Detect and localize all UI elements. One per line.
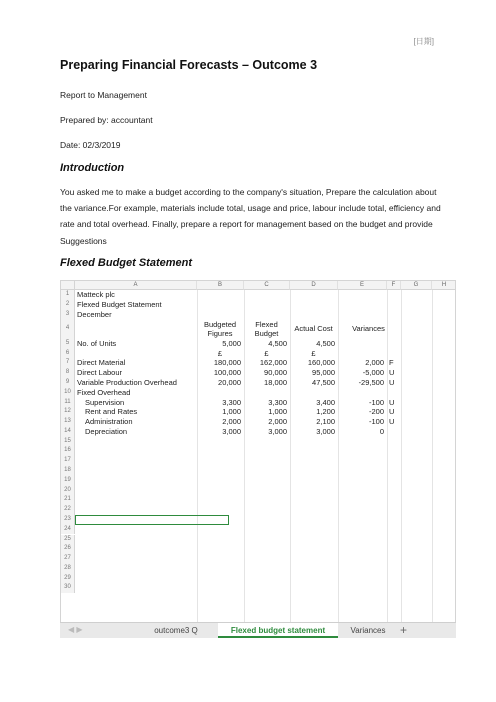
sheet-tab-bar [60,622,456,638]
row-number[interactable]: 3 [61,310,75,320]
tab-outcome3-q[interactable]: outcome3 Q [154,626,198,635]
row-number[interactable]: 1 [61,290,75,300]
units-label-cell[interactable]: No. of Units [77,338,117,348]
row-number[interactable]: 15 [61,437,75,447]
line-item-label[interactable]: Variable Production Overhead [77,378,177,388]
flexed-value-cell[interactable]: 18,000 [264,378,287,388]
line-item-label[interactable]: Direct Labour [77,368,123,378]
line-item-label[interactable]: Administration [85,417,133,427]
column-gridline [338,290,339,638]
flexed-value-cell[interactable]: 3,300 [268,397,287,407]
actual-value-cell[interactable]: 2,100 [316,417,335,427]
variance-value-cell[interactable]: -5,000 [362,368,384,378]
row-number[interactable]: 27 [61,554,75,564]
variance-value-cell[interactable]: 2,000 [365,358,384,368]
column-header-e[interactable]: E [338,281,387,290]
flexed-value-cell[interactable]: 1,000 [268,407,287,417]
budgeted-value-cell[interactable]: 3,000 [222,426,241,436]
variance-value-cell[interactable]: -29,500 [358,378,384,388]
row-number[interactable]: 19 [61,476,75,486]
variance-flag-cell[interactable]: F [389,358,394,368]
line-item-label[interactable]: Depreciation [85,426,128,436]
variance-flag-cell[interactable]: U [389,397,395,407]
variance-flag-cell[interactable]: U [389,407,395,417]
variance-value-cell[interactable]: -100 [368,417,384,427]
line-item-label[interactable]: Rent and Rates [85,407,138,417]
row-number[interactable]: 14 [61,427,75,437]
column-gridline [290,290,291,638]
row-number[interactable]: 22 [61,505,75,515]
prepared-by: Prepared by: accountant [60,115,153,125]
select-all-corner[interactable] [61,281,75,290]
variance-flag-cell[interactable]: U [389,368,395,378]
add-sheet-button[interactable]: + [400,623,408,637]
row-number[interactable]: 2 [61,300,75,310]
variance-value-cell[interactable]: -100 [368,397,384,407]
line-item-label[interactable]: Direct Material [77,358,126,368]
row-number[interactable]: 25 [61,535,75,545]
row-number[interactable]: 21 [61,495,75,505]
introduction-heading: Introduction [60,162,125,174]
row-number[interactable]: 23 [61,515,75,525]
column-header-h[interactable]: H [432,281,456,290]
actual-value-cell[interactable]: 3,000 [316,426,335,436]
report-to: Report to Management [60,90,147,100]
budgeted-value-cell[interactable]: 20,000 [218,378,241,388]
row-number[interactable]: 18 [61,466,75,476]
selected-cell-highlight[interactable] [75,515,229,525]
budgeted-value-cell[interactable]: 180,000 [213,358,241,368]
column-gridline [387,290,388,638]
actual-cost-header[interactable]: Actual Cost [294,324,333,334]
column-gridline [432,290,433,638]
column-header-d[interactable]: D [290,281,338,290]
company-name-cell[interactable]: Matteck plc [77,290,115,299]
column-header-f[interactable]: F [387,281,401,290]
variance-value-cell[interactable]: 0 [379,426,384,436]
introduction-paragraph: You asked me to make a budget according to the company's situation, Prepare the calculation about the variance.For example, materials include total, usage and price, labour include total, efficiency and rate and total overhead. Finally, prepare a report for management based on the budget and provide Suggestions [60,187,441,246]
row-number[interactable]: 9 [61,378,75,388]
header-line: Figures [207,329,233,339]
units-actual-cell[interactable]: 4,500 [316,338,335,348]
column-gridline [401,290,402,638]
column-header-a[interactable]: A [75,281,197,290]
header-line: Budgeted [203,319,237,329]
row-number[interactable]: 10 [61,388,75,398]
row-number[interactable]: 13 [61,417,75,427]
statement-title-cell[interactable]: Flexed Budget Statement [77,299,162,309]
row-number[interactable]: 16 [61,446,75,456]
budgeted-value-cell[interactable]: 1,000 [222,407,241,417]
row-number[interactable]: 8 [61,368,75,378]
flexed-value-cell[interactable]: 162,000 [259,358,287,368]
header-line: Flexed [255,319,278,329]
actual-value-cell[interactable]: 160,000 [307,358,335,368]
column-header-b[interactable]: B [197,281,244,290]
header-line: Budget [254,329,279,339]
row-number[interactable]: 30 [61,583,75,593]
budgeted-value-cell[interactable]: 3,300 [222,397,241,407]
currency-actual-cell[interactable]: £ [311,348,316,358]
flexed-value-cell[interactable]: 3,000 [268,426,287,436]
line-item-label[interactable]: Supervision [85,397,125,407]
row-number[interactable]: 28 [61,564,75,574]
month-cell[interactable]: December [77,309,112,319]
row-number[interactable]: 12 [61,407,75,417]
header-date-placeholder: [日期] [413,37,434,46]
row-number[interactable]: 17 [61,456,75,466]
line-item-label[interactable]: Fixed Overhead [77,387,131,397]
row-number[interactable]: 4 [61,319,75,339]
budgeted-value-cell[interactable]: 2,000 [222,417,241,427]
actual-value-cell[interactable]: 47,500 [312,378,335,388]
sheet-nav-arrows[interactable]: ◀ ▶ [68,625,83,634]
tab-flexed-budget-statement[interactable]: Flexed budget statement [218,623,338,638]
row-number[interactable]: 29 [61,574,75,584]
flexed-value-cell[interactable]: 90,000 [264,368,287,378]
actual-value-cell[interactable]: 3,400 [316,397,335,407]
row-number[interactable]: 11 [61,398,75,408]
variance-flag-cell[interactable]: U [389,378,395,388]
budgeted-figures-header[interactable] [199,320,241,339]
variance-value-cell[interactable]: -200 [368,407,384,417]
actual-value-cell[interactable]: 1,200 [316,407,335,417]
row-number[interactable]: 6 [61,349,75,359]
column-gridline [197,290,198,638]
spreadsheet-grid[interactable] [60,280,456,638]
variance-flag-cell[interactable]: U [389,417,395,427]
row-number[interactable]: 24 [61,525,75,535]
currency-budgeted-cell[interactable]: £ [217,348,223,358]
variances-header[interactable]: Variances [352,324,385,334]
row-number[interactable]: 20 [61,486,75,496]
report-date: Date: 02/3/2019 [60,140,121,150]
budgeted-value-cell[interactable]: 100,000 [213,368,241,378]
flexed-budget-header[interactable] [246,320,287,339]
row-number[interactable]: 26 [61,544,75,554]
actual-value-cell[interactable]: 95,000 [312,368,335,378]
tab-variances[interactable]: Variances [350,626,386,635]
column-header-c[interactable]: C [244,281,290,290]
flexed-value-cell[interactable]: 2,000 [268,417,287,427]
document-title: Preparing Financial Forecasts – Outcome 3 [60,58,318,72]
row-number[interactable]: 7 [61,358,75,368]
column-header-g[interactable]: G [401,281,432,290]
units-flexed-cell[interactable]: 4,500 [268,338,287,348]
column-gridline [244,290,245,638]
units-budgeted-cell[interactable]: 5,000 [222,338,241,348]
currency-flexed-cell[interactable]: £ [264,348,269,358]
row-number[interactable]: 5 [61,339,75,349]
flexed-budget-heading: Flexed Budget Statement [60,257,193,269]
